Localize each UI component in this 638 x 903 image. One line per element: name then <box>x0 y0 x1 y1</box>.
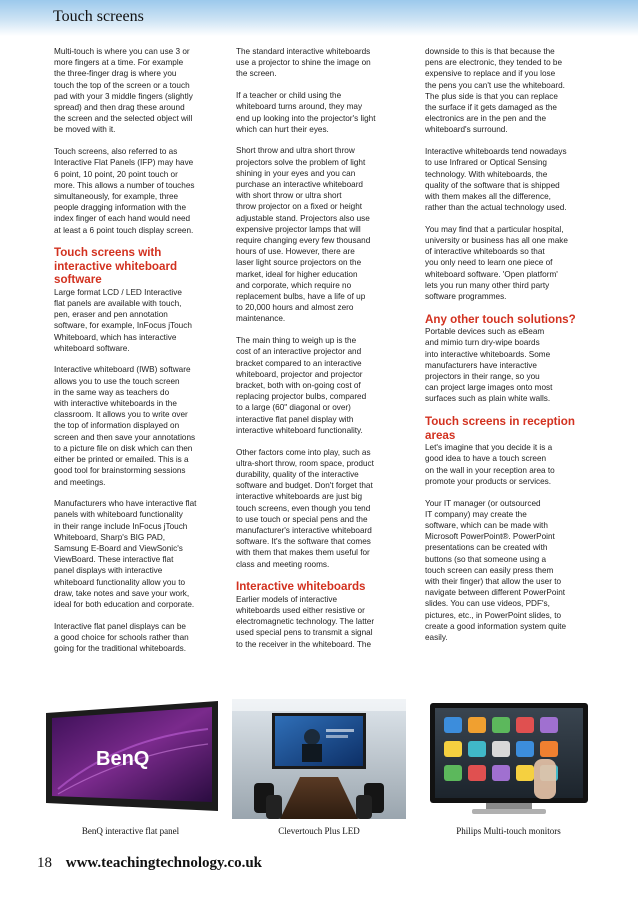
paragraph: You may find that a particular hospital, university or business has all one make of interactive whiteboards so that you only need to learn one piece of whiteboard software. 'Open platform' lets you run many other third party software programmes. <box>425 224 568 302</box>
paragraph: Short throw and ultra short throw projectors solve the problem of light shining in your eyes and you can purchase an interactive whiteboard with short throw or ultra short throw projector on a fixed or height adjustable stand. Projectors also use expensive projector lamps that will require changing every few thousand hours of use. However, there are laser light source projectors on the market, ideal for higher education and corporate, which require no replacement bulbs, have a life of up to 20,000 hours and almost zero maintenance. <box>236 146 371 324</box>
paragraph: Interactive whiteboards tend nowadays to use Infrared or Optical Sensing technology. With whiteboards, the quality of the software that is shipped with them makes all the difference, rather than the actual technology used. <box>425 147 567 213</box>
subheading: Touch screens in reception areas <box>425 415 575 442</box>
subheading: Touch screens with interactive whiteboard software <box>54 246 178 287</box>
philips-monitor-photo <box>416 699 601 819</box>
text-column-1 <box>54 46 232 665</box>
paragraph: Interactive whiteboard (IWB) software allows you to use the touch screen in the same way as teachers do with interactive whiteboards in the classroom. It allows you to write over the top of information displayed on screen and then save your annotations to a picture file on disk which can then either be printed or emailed. This is a good tool for brainstorming sessions and meetings. <box>54 365 196 487</box>
paragraph: The main thing to weigh up is the cost of an interactive projector and bracket compared to an interactive whiteboard, projector and projector bracket, both with on-going cost of replacing projector bulbs, compared to a large (60" diagonal or over) interactive flat panel display with interactive whiteboard functionality. <box>236 336 367 435</box>
paragraph: Touch screens, also referred to as Interactive Flat Panels (IFP) may have 6 point, 10 point, 20 point touch or more. This allows a number of touches simultaneously, for example, three people dragging information with the index finger of each hand would need at least a 6 point touch display screen. <box>54 147 195 235</box>
paragraph: Multi-touch is where you can use 3 or more fingers at a time. For example the three-finger drag is where you touch the top of the screen or a touch pad with your 3 middle fingers (slightly spread) and then drag these around the screen and the selected object will be moved with it. <box>54 47 193 135</box>
caption-clevertouch: Clevertouch Plus LED <box>278 826 360 836</box>
paragraph: downside to this is that because the pens are electronic, they tended to be expensive to replace and if you lose the pens you can't use the whiteboard. The plus side is that you can replace the surface if it gets damaged as the electronics are in the pen and the whiteboard's surround. <box>425 47 565 135</box>
text-column-2 <box>236 46 414 660</box>
paragraph: Large format LCD / LED Interactive flat panels are available with touch, pen, eraser and pen annotation software, for example, InFocus jTouch Whiteboard, which has interactive whiteboard software. <box>54 287 192 353</box>
section-title: Touch screens <box>53 8 144 25</box>
text-column-3 <box>425 46 603 654</box>
paragraph: Interactive flat panel displays can be a good choice for schools rather than going for the traditional whiteboards. <box>54 621 189 654</box>
paragraph: Portable devices such as eBeam and mimio turn dry-wipe boards into interactive whiteboards. Some manufacturers have interactive projectors in their range, so you can project large images onto most surfaces such as plain white walls. <box>425 327 553 404</box>
page-footer <box>37 855 262 872</box>
page-number: 18 <box>37 855 52 871</box>
paragraph: If a teacher or child using the whiteboard turns around, they may end up looking into the projector's light which can hurt their eyes. <box>236 91 376 134</box>
caption-philips: Philips Multi-touch monitors <box>456 826 561 836</box>
paragraph: Manufacturers who have interactive flat panels with whiteboard functionality in their range include InFocus jTouch Whiteboard, Sharp's BIG PAD, Samsung E-Board and ViewSonic's ViewBoard. These interactive flat panel displays with interactive whiteboard functionality allow you to draw, take notes and save your work, ideal for both education and corporate. <box>54 499 197 610</box>
subheading: Interactive whiteboards <box>236 580 366 594</box>
benq-logo-text: BenQ <box>96 748 150 770</box>
website-link[interactable]: www.teachingtechnology.co.uk <box>65 855 263 871</box>
clevertouch-photo <box>232 699 406 819</box>
paragraph: Earlier models of interactive whiteboards used either resistive or electromagnetic technology. The latter used special pens to transmit a signal to the receiver in the whiteboard. The <box>236 594 375 649</box>
paragraph: Your IT manager (or outsourced IT company) may create the software, which can be made with Microsoft PowerPoint®. PowerPoint presentations can be created with buttons (so that someone using a touch screen can easily press them with their finger) that allow the user to navigate between different PowerPoint slides. You can use videos, PDF's, pictures, etc., in PowerPoint slides, to create a good information system quite easily. <box>425 498 567 642</box>
caption-benq: BenQ interactive flat panel <box>81 826 180 836</box>
paragraph: Let's imagine that you decide it is a good idea to have a touch screen on the wall in your reception area to promote your products or services. <box>425 443 555 486</box>
subheading: Any other touch solutions? <box>425 312 576 326</box>
paragraph: Other factors come into play, such as ultra-short throw, room space, product durability, quality of the interactive software and budget. Don't forget that interactive whiteboards are just big touch screens, even though you tend to use touch or special pens and the manufacturer's interactive whiteboard software. It's the software that comes with them that makes them useful for class and meeting rooms. <box>236 447 374 569</box>
benq-panel-photo <box>38 699 223 819</box>
paragraph: The standard interactive whiteboards use a projector to shine the image on the screen. <box>236 47 371 79</box>
